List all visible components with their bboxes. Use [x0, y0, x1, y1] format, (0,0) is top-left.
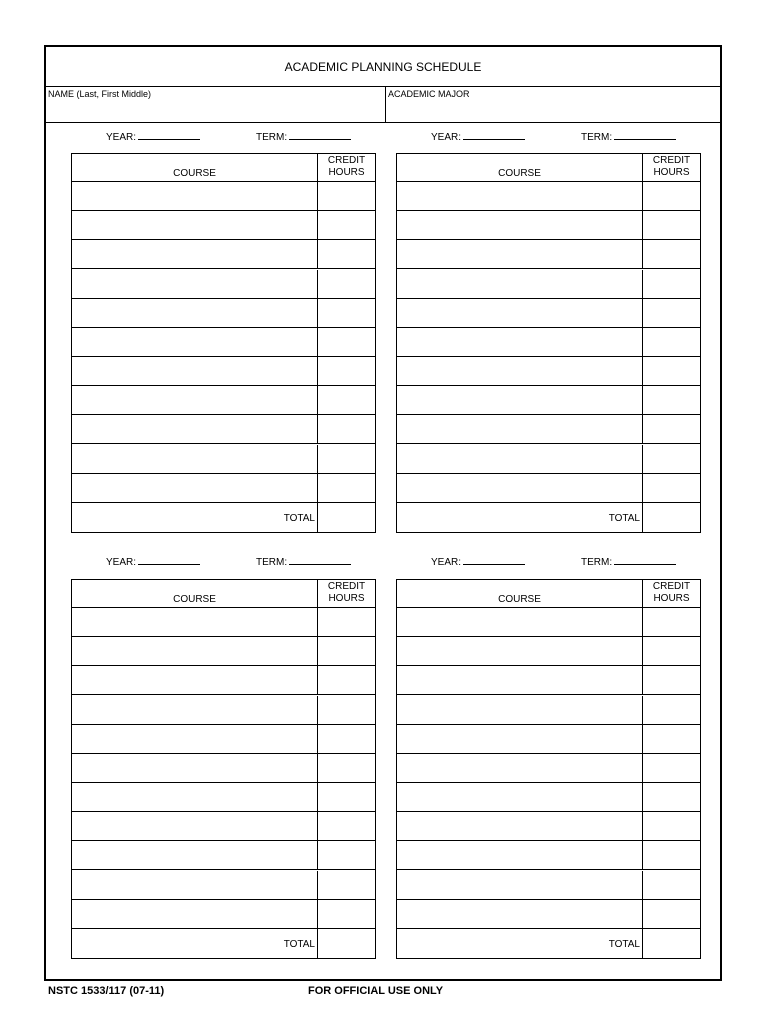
year-label: YEAR:	[106, 132, 137, 143]
course-cell[interactable]	[397, 474, 642, 502]
course-row	[72, 240, 375, 269]
credit-hours-cell[interactable]	[642, 386, 700, 414]
course-cell[interactable]	[72, 240, 317, 268]
course-row	[72, 474, 375, 503]
credit-hours-cell[interactable]	[317, 299, 375, 327]
course-cell[interactable]	[72, 783, 317, 811]
year-blank[interactable]	[463, 131, 525, 140]
academic-major-label: ACADEMIC MAJOR	[388, 89, 470, 99]
course-cell[interactable]	[397, 666, 642, 694]
course-cell[interactable]	[397, 328, 642, 356]
course-row	[72, 299, 375, 328]
course-row	[397, 270, 700, 299]
form-title: ACADEMIC PLANNING SCHEDULE	[46, 47, 720, 87]
course-cell[interactable]	[397, 841, 642, 869]
course-row	[72, 608, 375, 637]
course-cell[interactable]	[72, 666, 317, 694]
credit-hours-cell[interactable]	[317, 386, 375, 414]
course-cell[interactable]	[397, 725, 642, 753]
course-cell[interactable]	[397, 445, 642, 473]
course-cell[interactable]	[72, 608, 317, 636]
year-field-bottom-left[interactable]	[106, 556, 200, 568]
course-cell[interactable]	[72, 445, 317, 473]
credit-hours-cell[interactable]	[642, 871, 700, 899]
total-label-cell	[397, 929, 642, 958]
credit-hours-cell[interactable]	[317, 328, 375, 356]
term-blank[interactable]	[289, 556, 351, 565]
credit-hours-cell[interactable]	[642, 445, 700, 473]
course-table-top-left	[71, 153, 376, 533]
year-blank[interactable]	[138, 131, 200, 140]
course-row	[72, 270, 375, 299]
credit-hours-cell[interactable]	[642, 608, 700, 636]
course-cell[interactable]	[72, 871, 317, 899]
course-row	[72, 754, 375, 783]
credit-hours-cell[interactable]	[317, 696, 375, 724]
course-row	[72, 386, 375, 415]
total-row	[72, 929, 375, 958]
course-cell[interactable]	[397, 211, 642, 239]
credit-hours-cell[interactable]	[317, 783, 375, 811]
credit-hours-cell[interactable]	[642, 270, 700, 298]
credit-hours-cell[interactable]	[317, 474, 375, 502]
credit-header-line2: HOURS	[328, 593, 365, 604]
course-row	[397, 812, 700, 841]
credit-hours-cell[interactable]	[642, 812, 700, 840]
course-row	[397, 240, 700, 269]
credit-hours-header	[317, 154, 375, 181]
credit-hours-cell[interactable]	[317, 182, 375, 210]
total-row	[72, 503, 375, 532]
course-row	[72, 812, 375, 841]
term-field-top-left[interactable]	[256, 131, 351, 143]
form-number: NSTC 1533/117 (07-11)	[48, 985, 165, 997]
year-label: YEAR:	[431, 557, 462, 568]
total-credit-cell[interactable]	[317, 503, 375, 532]
course-cell[interactable]	[397, 386, 642, 414]
credit-hours-cell[interactable]	[642, 182, 700, 210]
credit-hours-cell[interactable]	[317, 841, 375, 869]
term-blank[interactable]	[614, 131, 676, 140]
course-cell[interactable]	[397, 299, 642, 327]
course-cell[interactable]	[72, 357, 317, 385]
course-table-top-right	[396, 153, 701, 533]
total-credit-cell[interactable]	[642, 929, 700, 958]
course-cell[interactable]	[397, 240, 642, 268]
course-cell[interactable]	[72, 386, 317, 414]
credit-hours-cell[interactable]	[317, 637, 375, 665]
year-label: YEAR:	[431, 132, 462, 143]
year-label: YEAR:	[106, 557, 137, 568]
credit-hours-cell[interactable]	[642, 357, 700, 385]
course-header: COURSE	[173, 168, 216, 179]
course-cell[interactable]	[397, 900, 642, 928]
course-row	[72, 637, 375, 666]
credit-header-line2: HOURS	[653, 593, 690, 604]
course-row	[72, 445, 375, 474]
credit-hours-cell[interactable]	[642, 299, 700, 327]
credit-hours-cell[interactable]	[642, 211, 700, 239]
course-cell[interactable]	[397, 696, 642, 724]
course-header: COURSE	[498, 168, 541, 179]
credit-header-line1: CREDIT	[327, 155, 366, 166]
course-row	[72, 841, 375, 870]
credit-hours-cell[interactable]	[642, 900, 700, 928]
credit-hours-cell[interactable]	[317, 871, 375, 899]
total-row	[397, 929, 700, 958]
course-cell[interactable]	[72, 211, 317, 239]
year-field-bottom-right[interactable]	[431, 556, 525, 568]
course-row	[72, 357, 375, 386]
course-row	[397, 725, 700, 754]
year-field-top-right[interactable]	[431, 131, 525, 143]
course-row	[397, 415, 700, 444]
total-credit-cell[interactable]	[317, 929, 375, 958]
course-row	[72, 900, 375, 929]
table-header	[72, 580, 375, 608]
official-use-notice: FOR OFFICIAL USE ONLY	[308, 985, 444, 997]
credit-hours-header	[642, 580, 700, 607]
course-header: COURSE	[173, 594, 216, 605]
credit-header-line2: HOURS	[328, 167, 365, 178]
term-blank[interactable]	[614, 556, 676, 565]
term-field-top-right[interactable]	[581, 131, 676, 143]
course-cell[interactable]	[72, 299, 317, 327]
course-cell[interactable]	[397, 357, 642, 385]
credit-header-line1: CREDIT	[652, 155, 691, 166]
year-blank[interactable]	[138, 556, 200, 565]
course-row	[397, 696, 700, 725]
total-credit-cell[interactable]	[642, 503, 700, 532]
course-cell[interactable]	[397, 783, 642, 811]
credit-header-line1: CREDIT	[652, 581, 691, 592]
credit-hours-cell[interactable]	[317, 415, 375, 443]
course-row	[72, 182, 375, 211]
credit-hours-cell[interactable]	[642, 474, 700, 502]
course-row	[397, 783, 700, 812]
term-label: TERM:	[581, 132, 613, 143]
credit-hours-cell[interactable]	[642, 240, 700, 268]
credit-header-line1: CREDIT	[327, 581, 366, 592]
course-row	[397, 754, 700, 783]
credit-hours-cell[interactable]	[317, 357, 375, 385]
credit-hours-cell[interactable]	[642, 637, 700, 665]
course-row	[397, 637, 700, 666]
course-cell[interactable]	[397, 270, 642, 298]
course-cell[interactable]	[397, 637, 642, 665]
term-label: TERM:	[256, 557, 288, 568]
term-label: TERM:	[256, 132, 288, 143]
credit-hours-cell[interactable]	[317, 754, 375, 782]
credit-hours-cell[interactable]	[642, 783, 700, 811]
course-row	[397, 474, 700, 503]
credit-hours-cell[interactable]	[317, 725, 375, 753]
term-blank[interactable]	[289, 131, 351, 140]
course-row	[72, 211, 375, 240]
credit-hours-cell[interactable]	[642, 328, 700, 356]
year-field-top-left[interactable]	[106, 131, 200, 143]
course-row	[72, 696, 375, 725]
course-cell[interactable]	[72, 415, 317, 443]
name-field[interactable]	[46, 87, 386, 122]
course-cell[interactable]	[72, 754, 317, 782]
table-header	[397, 580, 700, 608]
credit-hours-cell[interactable]	[317, 900, 375, 928]
course-row	[397, 386, 700, 415]
course-table-bottom-right	[396, 579, 701, 959]
course-cell[interactable]	[72, 696, 317, 724]
credit-hours-cell[interactable]	[317, 211, 375, 239]
credit-hours-cell[interactable]	[642, 696, 700, 724]
course-header: COURSE	[498, 594, 541, 605]
credit-hours-cell[interactable]	[317, 666, 375, 694]
course-row	[397, 608, 700, 637]
credit-hours-cell[interactable]	[317, 608, 375, 636]
table-header	[397, 154, 700, 182]
credit-header-line2: HOURS	[653, 167, 690, 178]
credit-hours-cell[interactable]	[642, 415, 700, 443]
credit-hours-cell[interactable]	[642, 725, 700, 753]
course-row	[397, 357, 700, 386]
course-row	[72, 666, 375, 695]
credit-hours-cell[interactable]	[317, 270, 375, 298]
total-row	[397, 503, 700, 532]
term-label: TERM:	[581, 557, 613, 568]
credit-hours-cell[interactable]	[317, 240, 375, 268]
course-row	[397, 871, 700, 900]
credit-hours-header	[317, 580, 375, 607]
total-label-cell	[397, 503, 642, 532]
total-label: TOTAL	[608, 512, 640, 524]
course-cell[interactable]	[397, 182, 642, 210]
year-blank[interactable]	[463, 556, 525, 565]
credit-hours-cell[interactable]	[317, 445, 375, 473]
academic-major-field[interactable]	[387, 87, 720, 126]
course-row	[72, 871, 375, 900]
course-row	[397, 211, 700, 240]
name-label: NAME (Last, First Middle)	[48, 89, 152, 99]
total-label-cell	[72, 503, 317, 532]
course-row	[397, 841, 700, 870]
name-major-row	[46, 87, 720, 123]
course-cell[interactable]	[72, 182, 317, 210]
table-header	[72, 154, 375, 182]
course-cell[interactable]	[72, 812, 317, 840]
course-cell[interactable]	[397, 754, 642, 782]
course-row	[397, 182, 700, 211]
course-row	[72, 725, 375, 754]
course-cell[interactable]	[397, 812, 642, 840]
course-cell[interactable]	[72, 841, 317, 869]
course-row	[397, 445, 700, 474]
total-label-cell	[72, 929, 317, 958]
course-table-bottom-left	[71, 579, 376, 959]
course-row	[72, 783, 375, 812]
credit-hours-cell[interactable]	[317, 812, 375, 840]
credit-hours-cell[interactable]	[642, 841, 700, 869]
term-field-bottom-right[interactable]	[581, 556, 676, 568]
course-cell[interactable]	[72, 637, 317, 665]
course-cell[interactable]	[72, 725, 317, 753]
course-row	[397, 328, 700, 357]
course-row	[397, 299, 700, 328]
course-cell[interactable]	[397, 871, 642, 899]
course-cell[interactable]	[72, 900, 317, 928]
course-row	[72, 328, 375, 357]
credit-hours-cell[interactable]	[642, 666, 700, 694]
course-cell[interactable]	[397, 415, 642, 443]
course-row	[397, 900, 700, 929]
total-label: TOTAL	[283, 512, 315, 524]
course-row	[72, 415, 375, 444]
course-cell[interactable]	[72, 328, 317, 356]
course-cell[interactable]	[72, 474, 317, 502]
course-cell[interactable]	[397, 608, 642, 636]
total-label: TOTAL	[283, 938, 315, 950]
term-field-bottom-left[interactable]	[256, 556, 351, 568]
course-cell[interactable]	[72, 270, 317, 298]
credit-hours-cell[interactable]	[642, 754, 700, 782]
course-row	[397, 666, 700, 695]
total-label: TOTAL	[608, 938, 640, 950]
credit-hours-header	[642, 154, 700, 181]
